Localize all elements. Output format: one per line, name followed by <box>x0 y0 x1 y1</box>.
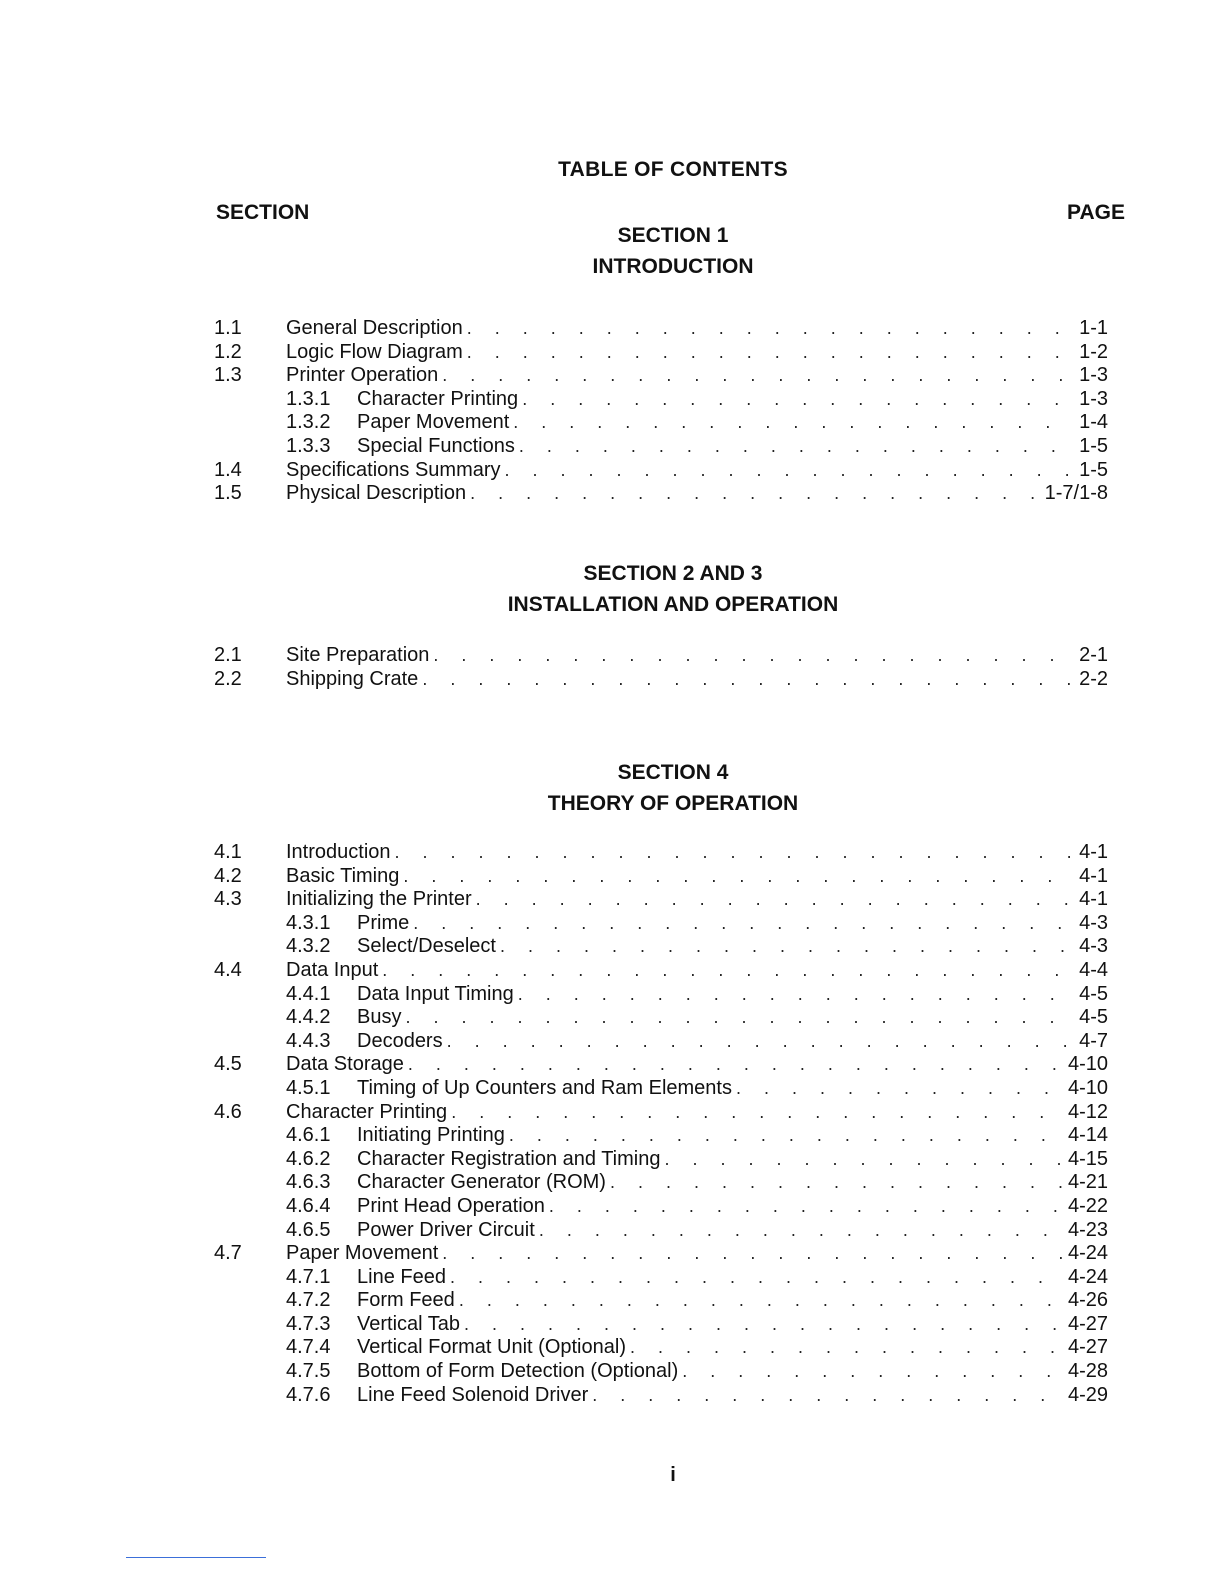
toc-entry-page: 1-3 <box>1079 387 1108 410</box>
toc-entry <box>214 959 1108 983</box>
page-folio: i <box>670 1464 676 1486</box>
toc-entry <box>214 1336 1108 1360</box>
dot-leader <box>664 1148 1063 1172</box>
toc-entry-number: 4.7.5 <box>286 1360 331 1383</box>
toc-entry-page: 2-1 <box>1079 644 1108 666</box>
toc-entry-page: 4-4 <box>1079 958 1108 981</box>
toc-entry <box>214 888 1108 912</box>
toc-entry-body <box>357 983 1108 1007</box>
dot-leader <box>519 435 1075 459</box>
toc-entry-page: 4-12 <box>1067 1100 1108 1123</box>
section-title-line: INTRODUCTION <box>592 255 754 278</box>
toc-entry-page: 1-4 <box>1079 411 1108 434</box>
toc-entry <box>214 935 1108 959</box>
toc-entry-label: Power Driver Circuit <box>357 1218 535 1241</box>
toc-entry-label: Paper Movement <box>286 1242 439 1265</box>
toc-entry <box>214 459 1108 483</box>
toc-entry-page: 4-14 <box>1067 1124 1108 1147</box>
toc-entry <box>214 1219 1108 1243</box>
toc-entry-page: 1-3 <box>1079 364 1108 387</box>
toc-entry-label: Special Functions <box>357 434 515 457</box>
toc-entry-body <box>357 1384 1108 1408</box>
dot-leader <box>447 1030 1075 1054</box>
toc-entry-number: 4.4 <box>214 958 242 981</box>
toc-entry-body <box>357 411 1108 435</box>
toc-entry-body <box>357 1195 1108 1219</box>
toc-entry-number: 4.5.1 <box>286 1076 331 1099</box>
toc-entry-body <box>286 644 1108 668</box>
toc-entry-number: 1.5 <box>214 482 242 505</box>
toc-entry-label: Data Input Timing <box>357 982 514 1005</box>
dot-leader <box>522 388 1075 412</box>
dot-leader <box>450 1266 1064 1290</box>
dot-leader <box>513 411 1075 435</box>
toc-entry-page: 1-1 <box>1079 317 1108 339</box>
toc-entry-page: 4-1 <box>1079 841 1108 863</box>
toc-entry-number: 4.4.2 <box>286 1006 331 1029</box>
toc-entry-label: Site Preparation <box>286 644 430 666</box>
toc-entry-page: 4-27 <box>1067 1336 1108 1359</box>
toc-entry-number: 4.7.3 <box>286 1312 331 1335</box>
toc-list-section-4 <box>214 841 1108 1407</box>
toc-entry <box>214 1030 1108 1054</box>
toc-entry-label: Busy <box>357 1006 402 1029</box>
toc-entry <box>214 1053 1108 1077</box>
dot-leader <box>467 341 1075 365</box>
toc-entry-body <box>357 388 1108 412</box>
toc-entry <box>214 1266 1108 1290</box>
toc-entry-number: 4.6.1 <box>286 1124 331 1147</box>
dot-leader <box>505 459 1076 483</box>
toc-entry-page: 2-2 <box>1079 667 1108 690</box>
toc-entry-label: Character Printing <box>357 387 519 410</box>
toc-entry-page: 4-10 <box>1067 1076 1108 1099</box>
toc-entry-label: Vertical Format Unit (Optional) <box>357 1336 626 1359</box>
toc-entry-label: Introduction <box>286 841 391 863</box>
toc-entry-number: 4.1 <box>214 841 242 863</box>
toc-entry-body <box>357 1336 1108 1360</box>
section-title-line: INSTALLATION AND OPERATION <box>507 593 839 616</box>
toc-entry-label: Form Feed <box>357 1289 455 1312</box>
toc-entry-label: Shipping Crate <box>286 667 419 690</box>
toc-entry-page: 1-5 <box>1079 434 1108 457</box>
toc-entry <box>214 1360 1108 1384</box>
toc-entry-page: 4-23 <box>1067 1218 1108 1241</box>
toc-entry-label: Vertical Tab <box>357 1312 461 1335</box>
toc-entry-body <box>286 364 1108 388</box>
toc-entry-body <box>357 435 1108 459</box>
toc-entry-body <box>357 912 1108 936</box>
dot-leader <box>467 317 1075 341</box>
toc-entry-number: 2.2 <box>214 667 242 690</box>
toc-entry-page: 4-24 <box>1067 1242 1108 1265</box>
toc-entry-page: 4-28 <box>1067 1360 1108 1383</box>
toc-entry-page: 4-15 <box>1067 1147 1108 1170</box>
dot-leader <box>549 1195 1064 1219</box>
section-4-heading <box>0 757 1224 819</box>
dot-leader <box>630 1336 1064 1360</box>
toc-entry <box>214 841 1108 865</box>
toc-entry-page: 4-1 <box>1079 864 1108 887</box>
toc-entry-page: 4-3 <box>1079 935 1108 958</box>
toc-entry <box>214 644 1108 668</box>
toc-entry-number: 4.3.2 <box>286 935 331 958</box>
dot-leader <box>442 364 1075 388</box>
toc-entry-page: 4-10 <box>1067 1053 1108 1076</box>
toc-entry-number: 4.6.3 <box>286 1171 331 1194</box>
toc-entry-body <box>357 935 1108 959</box>
toc-entry-body <box>286 482 1108 506</box>
toc-entry-body <box>286 459 1108 483</box>
toc-entry-page: 1-7/1-8 <box>1044 482 1108 505</box>
section-2-3-heading <box>0 558 1224 620</box>
toc-entry-label: Character Registration and Timing <box>357 1147 661 1170</box>
toc-entry-number: 4.4.1 <box>286 982 331 1005</box>
toc-entry-body <box>286 1242 1108 1266</box>
dot-leader <box>422 668 1075 692</box>
toc-entry <box>214 411 1108 435</box>
dot-leader <box>451 1101 1064 1125</box>
toc-entry-body <box>357 1171 1108 1195</box>
page-column-heading: PAGE <box>1067 201 1125 224</box>
toc-entry-body <box>357 1360 1108 1384</box>
section-number-line: SECTION 4 <box>617 761 729 784</box>
toc-entry-page: 1-2 <box>1079 340 1108 363</box>
toc-entry-number: 4.7.4 <box>286 1336 331 1359</box>
toc-entry-body <box>357 1077 1108 1101</box>
toc-entry-body <box>357 1006 1108 1030</box>
toc-entry-body <box>286 888 1108 912</box>
toc-entry-number: 1.1 <box>214 317 242 339</box>
toc-entry-page: 4-24 <box>1067 1265 1108 1288</box>
toc-entry <box>214 668 1108 692</box>
toc-entry-label: Initiating Printing <box>357 1124 505 1147</box>
toc-entry <box>214 1006 1108 1030</box>
toc-entry-number: 1.3 <box>214 364 242 387</box>
toc-entry <box>214 435 1108 459</box>
toc-entry <box>214 983 1108 1007</box>
toc-entry-label: Logic Flow Diagram <box>286 340 463 363</box>
scan-artifact-line <box>126 1557 266 1558</box>
toc-entry-number: 4.2 <box>214 864 242 887</box>
dot-leader <box>464 1313 1064 1337</box>
toc-entry-label: Character Printing <box>286 1100 448 1123</box>
toc-entry-page: 4-7 <box>1079 1029 1108 1052</box>
toc-entry-number: 4.7.1 <box>286 1265 331 1288</box>
toc-entry-body <box>357 1219 1108 1243</box>
dot-leader <box>592 1384 1064 1408</box>
page-title: TABLE OF CONTENTS <box>558 158 788 181</box>
toc-entry-body <box>357 1030 1108 1054</box>
toc-entry-page: 4-26 <box>1067 1289 1108 1312</box>
section-number-line: SECTION 2 AND 3 <box>583 562 763 585</box>
toc-entry-body <box>357 1148 1108 1172</box>
toc-entry-page: 4-3 <box>1079 911 1108 934</box>
toc-entry-number: 1.3.3 <box>286 434 331 457</box>
dot-leader <box>433 644 1075 668</box>
toc-entry-page: 4-27 <box>1067 1312 1108 1335</box>
dot-leader <box>408 1053 1064 1077</box>
toc-entry-body <box>286 841 1108 865</box>
toc-entry-label: Prime <box>357 911 410 934</box>
toc-entry-body <box>357 1313 1108 1337</box>
dot-leader <box>500 935 1075 959</box>
toc-entry-number: 4.4.3 <box>286 1029 331 1052</box>
dot-leader <box>539 1219 1064 1243</box>
section-column-heading: SECTION <box>216 201 310 224</box>
section-number-line: SECTION 1 <box>617 224 729 247</box>
toc-entry-label: Data Input <box>286 958 379 981</box>
toc-entry-number: 1.3.2 <box>286 411 331 434</box>
toc-entry <box>214 482 1108 506</box>
toc-entry-number: 4.3 <box>214 888 242 911</box>
toc-entry-number: 1.2 <box>214 340 242 363</box>
dot-leader <box>682 1360 1064 1384</box>
dot-leader <box>403 865 1075 889</box>
dot-leader <box>476 888 1075 912</box>
toc-entry-label: Decoders <box>357 1029 443 1052</box>
toc-entry <box>214 364 1108 388</box>
dot-leader <box>610 1171 1064 1195</box>
toc-entry <box>214 1171 1108 1195</box>
toc-entry <box>214 1242 1108 1266</box>
toc-entry-label: Paper Movement <box>357 411 510 434</box>
toc-entry <box>214 341 1108 365</box>
toc-entry-label: Printer Operation <box>286 364 439 387</box>
toc-entry-page: 4-5 <box>1079 982 1108 1005</box>
toc-list-section-1 <box>214 317 1108 506</box>
toc-entry-label: Print Head Operation <box>357 1194 545 1217</box>
toc-entry-label: Select/Deselect <box>357 935 496 958</box>
toc-entry-number: 4.6.4 <box>286 1194 331 1217</box>
toc-entry-body <box>286 865 1108 889</box>
toc-entry-label: Line Feed <box>357 1265 446 1288</box>
toc-entry-number: 4.7.2 <box>286 1289 331 1312</box>
toc-entry-label: Specifications Summary <box>286 458 501 481</box>
toc-entry-label: Physical Description <box>286 482 467 505</box>
toc-entry-label: Character Generator (ROM) <box>357 1171 606 1194</box>
toc-entry <box>214 1124 1108 1148</box>
toc-entry-label: Timing of Up Counters and Ram Elements <box>357 1076 732 1099</box>
toc-entry <box>214 1313 1108 1337</box>
toc-entry-page: 4-1 <box>1079 888 1108 911</box>
section-1-heading <box>0 220 1224 282</box>
dot-leader <box>459 1289 1064 1313</box>
toc-entry <box>214 317 1108 341</box>
toc-entry-page: 4-21 <box>1067 1171 1108 1194</box>
toc-entry <box>214 388 1108 412</box>
dot-leader <box>395 841 1076 865</box>
toc-entry-label: Data Storage <box>286 1053 404 1076</box>
toc-entry-label: Line Feed Solenoid Driver <box>357 1383 589 1406</box>
toc-entry-body <box>357 1289 1108 1313</box>
toc-entry-body <box>286 959 1108 983</box>
toc-entry-number: 4.6.2 <box>286 1147 331 1170</box>
section-title-line: THEORY OF OPERATION <box>547 792 799 815</box>
toc-entry <box>214 1289 1108 1313</box>
toc-entry-number: 4.6.5 <box>286 1218 331 1241</box>
toc-entry-number: 4.6 <box>214 1100 242 1123</box>
toc-entry-number: 2.1 <box>214 644 242 666</box>
toc-entry-number: 4.7.6 <box>286 1383 331 1406</box>
toc-entry-label: Bottom of Form Detection (Optional) <box>357 1360 679 1383</box>
toc-entry <box>214 1077 1108 1101</box>
toc-entry <box>214 865 1108 889</box>
dot-leader <box>442 1242 1064 1266</box>
toc-entry <box>214 1195 1108 1219</box>
toc-entry-body <box>286 668 1108 692</box>
toc-entry-body <box>286 317 1108 341</box>
dot-leader <box>470 482 1041 506</box>
toc-entry-body <box>286 1101 1108 1125</box>
toc-entry-number: 4.7 <box>214 1242 242 1265</box>
toc-entry-body <box>286 1053 1108 1077</box>
toc-entry-label: Initializing the Printer <box>286 888 472 911</box>
toc-entry-page: 1-5 <box>1079 458 1108 481</box>
toc-entry-page: 4-22 <box>1067 1194 1108 1217</box>
toc-entry-number: 4.5 <box>214 1053 242 1076</box>
toc-entry-body <box>357 1266 1108 1290</box>
toc-entry <box>214 912 1108 936</box>
toc-entry-body <box>357 1124 1108 1148</box>
toc-entry-label: Basic Timing <box>286 864 400 887</box>
dot-leader <box>509 1124 1064 1148</box>
dot-leader <box>736 1077 1064 1101</box>
dot-leader <box>405 1006 1075 1030</box>
toc-entry <box>214 1101 1108 1125</box>
toc-entry-body <box>286 341 1108 365</box>
toc-entry-number: 1.3.1 <box>286 387 331 410</box>
dot-leader <box>413 912 1075 936</box>
toc-entry <box>214 1148 1108 1172</box>
toc-list-section-2-3 <box>214 644 1108 691</box>
dot-leader <box>382 959 1075 983</box>
toc-entry <box>214 1384 1108 1408</box>
toc-entry-page: 4-29 <box>1067 1383 1108 1406</box>
toc-entry-label: General Description <box>286 317 463 339</box>
toc-entry-page: 4-5 <box>1079 1006 1108 1029</box>
dot-leader <box>518 983 1075 1007</box>
toc-entry-number: 1.4 <box>214 458 242 481</box>
toc-entry-number: 4.3.1 <box>286 911 331 934</box>
